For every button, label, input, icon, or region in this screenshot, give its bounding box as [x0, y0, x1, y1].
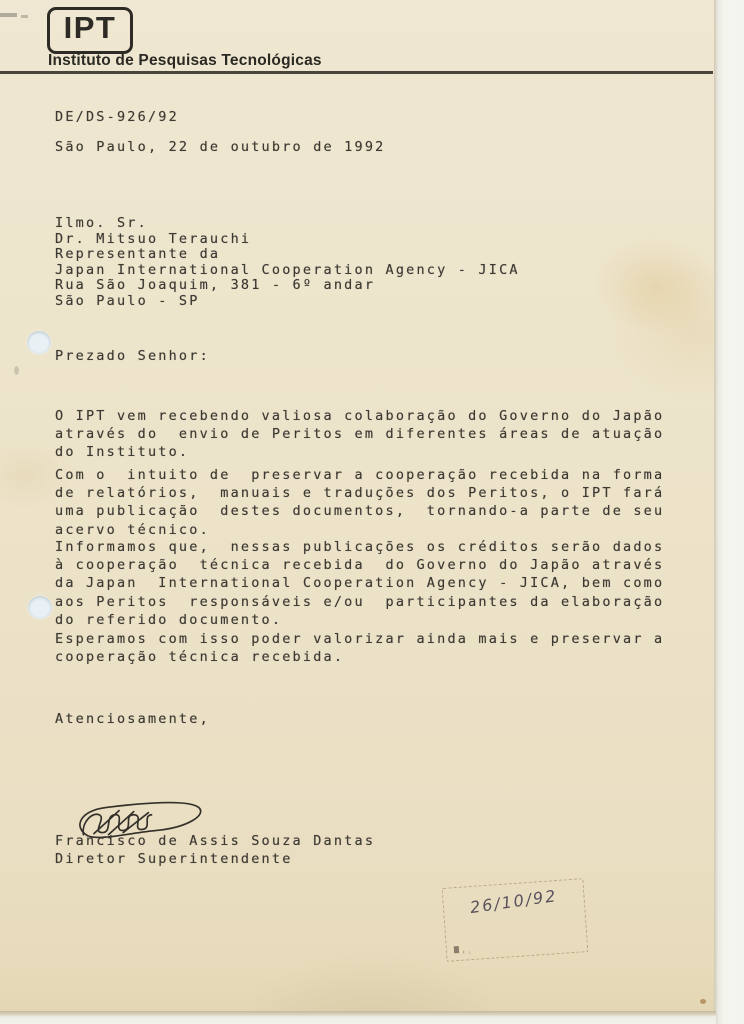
text-line: Com o intuito de preservar a cooperação recebida na forma: [55, 467, 665, 483]
signer-name: Francisco de Assis Souza Dantas: [55, 833, 376, 849]
text-line: do referido documento.: [55, 611, 283, 628]
body-paragraph-4: [55, 630, 664, 666]
body-paragraph-2: [55, 466, 664, 539]
ipt-logo: [47, 7, 133, 54]
date-line: São Paulo, 22 de outubro de 1992: [55, 139, 386, 155]
punch-hole-bottom: [28, 596, 52, 619]
text-line: Dr. Mitsuo Terauchi: [55, 230, 252, 247]
text-line: Informamos que, nessas publicações os créditos serão dados: [55, 539, 665, 555]
rust-stain: [700, 999, 706, 1004]
reference-number: DE/DS-926/92: [55, 109, 179, 125]
punch-hole-top: [27, 331, 51, 354]
received-stamp: [442, 878, 589, 962]
text-line: Ilmo. Sr.: [55, 215, 148, 231]
stamp-handwritten-date: 26/10/92: [468, 886, 559, 918]
text-line: Japan International Cooperation Agency - JICA: [55, 261, 520, 278]
corner-smudge-mark: [21, 15, 28, 18]
text-line: acervo técnico.: [55, 521, 210, 538]
text-line: à cooperação técnica recebida do Governo do Japão através: [55, 557, 665, 574]
salutation: Prezado Senhor:: [55, 348, 210, 364]
text-line: São Paulo - SP: [55, 292, 200, 309]
text-line: Esperamos com isso poder valorizar ainda mais e preservar a: [55, 631, 665, 647]
text-line: O IPT vem recebendo valiosa colaboração do Governo do Japão: [55, 408, 665, 424]
paper-speck: [14, 366, 19, 375]
text-line: Rua São Joaquim, 381 - 6º andar: [55, 277, 376, 294]
closing: Atenciosamente,: [55, 711, 210, 727]
ipt-logo-text: IPT: [63, 10, 117, 45]
text-line: aos Peritos responsáveis e/ou participantes da elaboração: [55, 593, 665, 610]
stamp-ink-residue: [454, 946, 459, 953]
organization-name: Instituto de Pesquisas Tecnológicas: [48, 52, 322, 69]
scanner-background-bottom: [0, 1011, 716, 1024]
text-line: através do envio de Peritos em diferentes áreas de atuação: [55, 426, 665, 443]
body-paragraph-1: [55, 407, 664, 462]
letterhead-divider: [0, 71, 713, 74]
text-line: cooperação técnica recebida.: [55, 649, 345, 666]
signer-title: Diretor Superintendente: [55, 851, 293, 867]
text-line: de relatórios, manuais e traduções dos Peritos, o IPT fará: [55, 485, 665, 502]
scanner-background-right: [714, 0, 744, 1024]
body-paragraph-3: [55, 538, 664, 629]
text-line: Representante da: [55, 246, 221, 263]
text-line: do Instituto.: [55, 444, 190, 461]
text-line: da Japan International Cooperation Agency - JICA, bem como: [55, 575, 665, 592]
text-line: uma publicação destes documentos, tornando-a parte de seu: [55, 503, 665, 520]
corner-smudge-mark: [0, 13, 17, 17]
recipient-block: [55, 216, 520, 310]
